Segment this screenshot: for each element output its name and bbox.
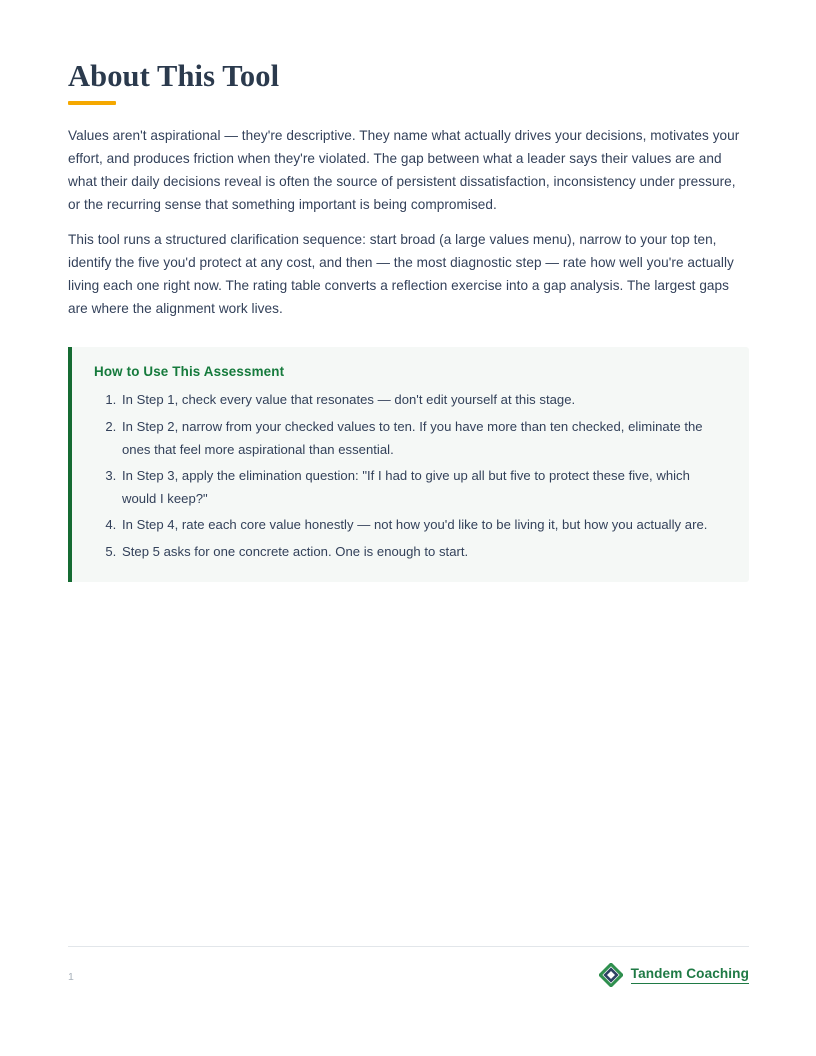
callout-instruction-list — [94, 389, 727, 563]
footer-page-number: 1 — [68, 971, 75, 983]
list-item: 5. Step 5 asks for one concrete action. One is enough to start. — [120, 541, 727, 564]
page-title: About This Tool — [68, 59, 280, 93]
how-to-use-callout — [68, 347, 749, 582]
list-item: 1. In Step 1, check every value that resonates — don't edit yourself at this stage. — [120, 389, 727, 412]
list-item: 4. In Step 4, rate each core value honestly — not how you'd like to be living it, but how you actually are. — [120, 514, 727, 537]
footer-brand — [599, 963, 749, 987]
list-item: 3. In Step 3, apply the elimination question: "If I had to give up all but five to protect these five, which would I keep?" — [120, 465, 727, 510]
intro-paragraph-2: This tool runs a structured clarification sequence: start broad (a large values menu), narrow to your top ten, identify the five you'd protect at any cost, and then — the most diagnostic step — rate how well you're actually living each one right now. The rating table converts a reflection exercise into a gap analysis. The largest gaps are where the alignment work lives. — [68, 232, 734, 317]
intro-paragraph-1: Values aren't aspirational — they're descriptive. They name what actually drives your decisions, motivates your effort, and produces friction when they're violated. The gap between what a leader says their values are and what their daily decisions reveal is often the source of persistent dissatisfaction, inconsistency under pressure, or the recurring sense that something important is being compromised. — [68, 128, 740, 213]
brand-name: Tandem Coaching — [631, 966, 749, 984]
list-item: 2. In Step 2, narrow from your checked values to ten. If you have more than ten checked, eliminate the ones that feel more aspirational than essential. — [120, 416, 727, 461]
footer-divider — [68, 946, 749, 947]
diamond-logo-icon — [599, 963, 623, 987]
title-accent-rule — [68, 101, 116, 105]
callout-heading: How to Use This Assessment — [94, 364, 285, 379]
